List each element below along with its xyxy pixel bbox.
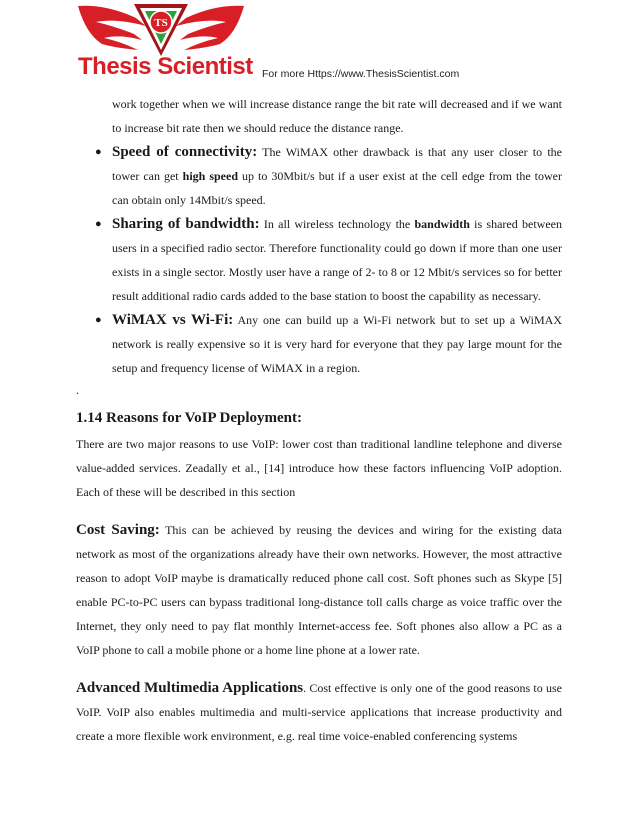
bullet-title: Speed of connectivity: xyxy=(112,144,258,160)
multimedia-text: . Cost effective is only one of the good reasons to use VoIP. VoIP also enables multimedia and multi-service applications that increase productivity and create a more flexible work environment, e.g. real time voice-enabled conferencing systems xyxy=(76,681,562,743)
bullet-text: In all wireless technology the xyxy=(259,217,415,231)
cost-saving-paragraph xyxy=(76,518,562,662)
bullet-text: is shared between users in a specified radio sector. Therefore functionality could go down if more than one user exists in a single sector. Mostly user have a range of 2- to 8 or 12 Mbit/s services so for better result additional radio cards added to the base station to boost the capability as necessary. xyxy=(112,217,562,303)
document-body xyxy=(76,92,562,748)
bullet-icon: ● xyxy=(95,314,102,326)
bullet-text: Any one can build up a Wi-Fi network but to set up a WiMAX network is really expensive so it is very hard for everyone that they pay large mount for the setup and frequency license of WiMAX in a region. xyxy=(112,313,562,375)
bullet-icon: ● xyxy=(95,146,102,158)
bullet-title: WiMAX vs Wi-Fi: xyxy=(112,312,234,328)
logo-wordmark: Thesis Scientist xyxy=(78,53,253,80)
section-heading: 1.14 Reasons for VoIP Deployment: xyxy=(76,410,302,426)
cost-saving-title: Cost Saving: xyxy=(76,522,160,538)
bullet-icon: ● xyxy=(95,218,102,230)
list-item xyxy=(76,140,562,212)
bullet-text: up to 30Mbit/s but if a user exist at the cell edge from the tower can obtain only 14Mbit/s speed. xyxy=(112,169,562,207)
svg-text:TS: TS xyxy=(154,17,168,29)
stray-period: . xyxy=(76,383,79,397)
intro-paragraph: There are two major reasons to use VoIP: lower cost than traditional landline telephone and diverse value-added services. Zeadally et al., [14] introduce how these factors influencing VoIP adoption. Each of these will be described in this section xyxy=(76,437,562,499)
multimedia-paragraph xyxy=(76,676,562,748)
bullet-bold-term: bandwidth xyxy=(414,217,470,231)
bullet-text: The WiMAX other drawback is that any user closer to the tower can get xyxy=(112,145,562,183)
continuation-paragraph: work together when we will increase distance range the bit rate will decreased and if we want to increase bit rate then we should reduce the distance range. xyxy=(112,97,562,135)
bullet-bold-term: high speed xyxy=(182,169,239,183)
cost-saving-text: This can be achieved by reusing the devices and wiring for the existing data network as most of the organizations already have their own networks. However, the most attractive reason to adopt VoIP maybe is dramatically reduced phone call cost. Soft phones such as Skype [5] enable PC-to-PC users can bypass traditional long-distance toll calls charge as voice traffic over the Internet, they only need to pay flat monthly Internet-access fee. Soft phones also allow a PC as a VoIP phone to call a mobile phone or a home line phone at a lower rate. xyxy=(76,523,562,657)
bullet-list xyxy=(76,140,562,380)
list-item xyxy=(76,308,562,380)
header-website-link[interactable]: For more Https://www.ThesisScientist.com xyxy=(262,68,460,80)
list-item xyxy=(76,212,562,308)
page-header xyxy=(0,0,638,92)
bullet-title: Sharing of bandwidth: xyxy=(112,216,260,232)
thesis-scientist-logo-icon xyxy=(76,0,246,58)
multimedia-title: Advanced Multimedia Applications xyxy=(76,680,304,696)
